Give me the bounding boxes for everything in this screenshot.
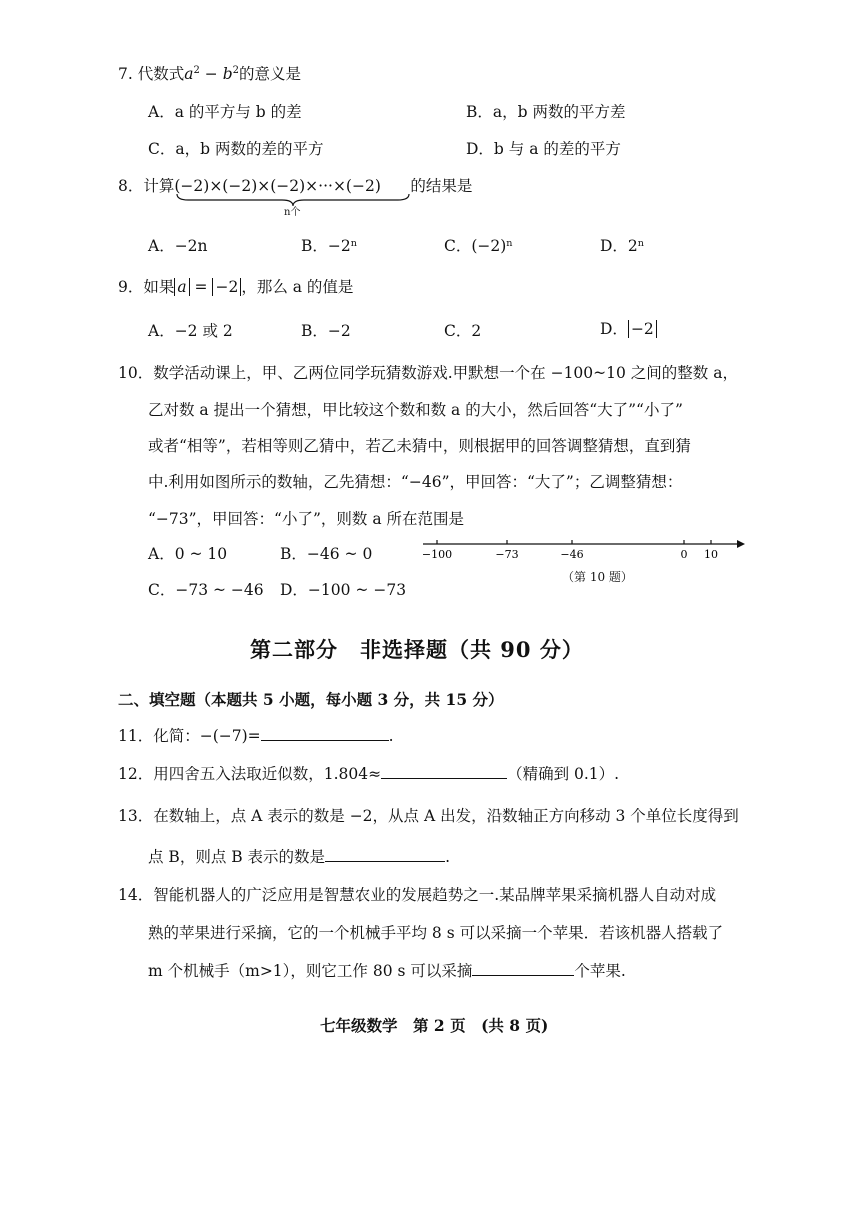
q10-number-line: [415, 532, 750, 566]
q13-line-2: [148, 845, 450, 867]
q9-eq: =: [189, 278, 213, 296]
q7-expr-minus: −: [199, 65, 223, 83]
q10-option-c: C．−73 ~ −46: [148, 581, 264, 599]
q10-line-4: 中.利用如图所示的数轴，乙先猜想：“−46”，甲回答：“大了”；乙调整猜想：: [148, 473, 683, 491]
q9-stem: [118, 275, 353, 297]
q10-option-a: A．0 ~ 10: [148, 545, 228, 563]
number-line-tick-label: 10: [704, 548, 718, 561]
q13-answer-blank[interactable]: [325, 845, 445, 862]
q13-line2-suffix: .: [445, 848, 450, 866]
q9-option-d-value: −2: [628, 320, 657, 338]
q7-option-a: A．a 的平方与 b 的差: [148, 103, 302, 121]
q14-line3-prefix: m 个机械手（m>1），则它工作 80 s 可以采摘: [148, 962, 473, 980]
q7-option-c: C．a，b 两数的差的平方: [148, 140, 324, 158]
q10-option-b: B．−46 ~ 0: [280, 545, 373, 563]
q9-abs-neg2: −2: [212, 278, 241, 296]
q7-stem-prefix: 7. 代数式: [118, 65, 185, 83]
q10-line-3: 或者“相等”，若相等则乙猜中，若乙未猜中，则根据甲的回答调整猜想，直到猜: [148, 437, 691, 455]
q10-line-1: 10．数学活动课上，甲、乙两位同学玩猜数游戏.甲默想一个在 −100~10 之间的整数 a，: [118, 364, 738, 382]
q8-stem-prefix: 8．计算: [118, 177, 175, 195]
q12-suffix: （精确到 0.1）.: [507, 765, 620, 783]
q7-expr-b: b: [222, 65, 233, 83]
number-line-tick-label: −100: [421, 548, 453, 561]
number-line-tick-label: −73: [495, 548, 519, 561]
number-line-arrow-icon: [737, 540, 745, 548]
q7-stem: 7. 代数式$a^2 - b^2$的意义是: [118, 64, 302, 83]
q10-line-5: “−73”，甲回答：“小了”，则数 a 所在范围是: [148, 510, 465, 528]
q11: [118, 724, 394, 746]
q7-expr-a: a: [184, 65, 194, 83]
q12: [118, 762, 619, 784]
number-line-tick-label: −46: [560, 548, 584, 561]
q10-option-d: D．−100 ~ −73: [280, 581, 407, 599]
q11-suffix: .: [388, 727, 394, 745]
q7-option-b: B．a，b 两数的平方差: [466, 103, 626, 121]
q9-option-a: A．−2 或 2: [148, 322, 233, 340]
q12-answer-blank[interactable]: [381, 762, 507, 779]
q9-abs-a: a: [174, 278, 189, 296]
q8-option-d: D．2ⁿ: [600, 237, 645, 255]
q9-option-d-prefix: D．: [600, 320, 628, 338]
q7-option-d: D．b 与 a 的差的平方: [466, 140, 621, 158]
q13-line2-prefix: 点 B，则点 B 表示的数是: [148, 848, 326, 866]
q8-option-c: C．(−2)ⁿ: [444, 237, 514, 255]
q9-option-d: [600, 317, 657, 339]
q9-stem-prefix: 9．如果: [118, 278, 175, 296]
q12-prefix: 12．用四舍五入法取近似数，1.804≈: [118, 765, 382, 783]
page-footer: 七年级数学 第 2 页 (共 8 页): [320, 1016, 549, 1035]
number-line-tick-label: 0: [680, 548, 688, 561]
q14-line-1: 14．智能机器人的广泛应用是智慧农业的发展趋势之一.某品牌苹果采摘机器人自动对成: [118, 886, 717, 904]
q11-prefix: 11．化简：−(−7)=: [118, 727, 261, 745]
q8-brace-label: n个: [284, 207, 301, 218]
q8-stem-expr: (−2)×(−2)×(−2)×···×(−2): [174, 177, 381, 195]
q11-answer-blank[interactable]: [261, 724, 389, 741]
q14-line3-suffix: 个苹果.: [574, 962, 626, 980]
q10-line-2: 乙对数 a 提出一个猜想，甲比较这个数和数 a 的大小，然后回答“大了”“小了”: [148, 401, 683, 419]
q14-line-2: 熟的苹果进行采摘，它的一个机械手平均 8 s 可以采摘一个苹果．若该机器人搭载了: [148, 924, 724, 942]
q14-line-3: [148, 959, 626, 981]
q8-option-b: B．−2ⁿ: [301, 237, 358, 255]
q8-option-a: A．−2n: [148, 237, 208, 255]
q14-answer-blank[interactable]: [472, 959, 574, 976]
part2-title: 第二部分 非选择题（共 90 分）: [250, 637, 584, 662]
q9-option-b: B．−2: [301, 322, 351, 340]
q9-option-c: C．2: [444, 322, 482, 340]
q13-line-1: 13．在数轴上，点 A 表示的数是 −2，从点 A 出发，沿数轴正方向移动 3 个单位长度得到: [118, 807, 739, 825]
q10-figure-caption: （第 10 题）: [562, 570, 633, 584]
q7-stem-suffix: 的意义是: [239, 65, 302, 83]
q8-stem-suffix: 的结果是: [410, 177, 473, 195]
q9-stem-suffix: ，那么 a 的值是: [241, 278, 354, 296]
section-fill-in-title: 二、填空题（本题共 5 小题，每小题 3 分，共 15 分）: [118, 690, 504, 709]
